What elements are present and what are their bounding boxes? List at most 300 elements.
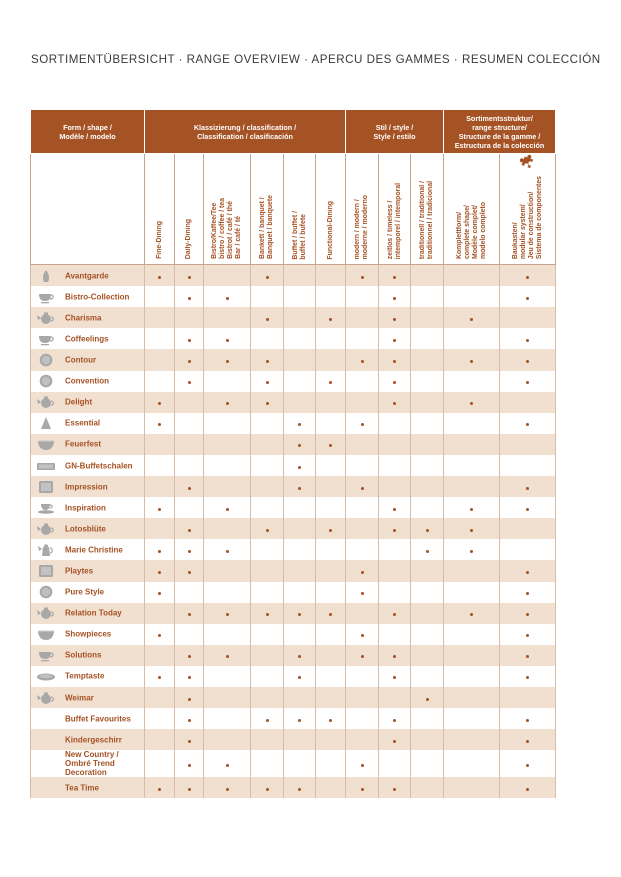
teapot-icon (36, 691, 56, 705)
column-header-label (456, 198, 488, 259)
mark-cell (145, 307, 175, 328)
mark-cell (204, 286, 251, 307)
mark-cell (175, 603, 204, 624)
bullet-mark (266, 719, 269, 722)
mark-cell (204, 518, 251, 539)
bullet-mark (298, 444, 301, 447)
mark-cell (346, 560, 379, 581)
bullet-mark (526, 423, 529, 426)
product-name: Contour (65, 355, 97, 365)
mark-cell (444, 687, 500, 708)
mark-cell (145, 265, 175, 287)
product-name: Avantgarde (65, 271, 109, 281)
mark-cell (251, 455, 284, 476)
mark-cell (411, 666, 444, 687)
mark-cell (251, 497, 284, 518)
bullet-mark (393, 788, 396, 791)
column-header-line: buffet / bufete (299, 213, 307, 260)
mark-cell (411, 518, 444, 539)
mark-cell (411, 392, 444, 413)
bullet-mark (393, 276, 396, 279)
mark-cell (145, 624, 175, 645)
product-name-cell (31, 413, 145, 434)
mark-cell (411, 286, 444, 307)
mark-cell (444, 455, 500, 476)
product-name-cell (31, 434, 145, 455)
column-header-line: Bankett / banquet / (259, 197, 266, 260)
group-header-line: Klassizierung / classification / (193, 122, 297, 132)
column-header (175, 154, 204, 265)
bullet-mark (188, 276, 191, 279)
icon-placeholder (36, 757, 56, 771)
mark-cell (316, 434, 346, 455)
mark-cell (444, 413, 500, 434)
group-structure-header (444, 110, 556, 154)
product-name-cell (31, 392, 145, 413)
mark-cell (411, 434, 444, 455)
mark-cell (145, 582, 175, 603)
mark-cell (204, 497, 251, 518)
table-row (31, 750, 556, 777)
bullet-mark (298, 719, 301, 722)
bullet-mark (266, 318, 269, 321)
mark-cell (444, 265, 500, 287)
column-header-line: Bar / café / té (235, 216, 242, 260)
mark-cell (251, 518, 284, 539)
table-row (31, 687, 556, 708)
bullet-mark (361, 571, 364, 574)
mark-cell (500, 497, 556, 518)
bullet-mark (188, 698, 191, 701)
bullet-mark (226, 360, 229, 363)
bullet-mark (298, 487, 301, 490)
mark-cell (500, 307, 556, 328)
bullet-mark (188, 655, 191, 658)
mark-cell (411, 582, 444, 603)
mark-cell (500, 476, 556, 497)
bullet-mark (393, 529, 396, 532)
mark-cell (251, 750, 284, 777)
group-header-line: Stil / style / (375, 122, 414, 132)
mark-cell (204, 666, 251, 687)
mark-cell (175, 392, 204, 413)
mark-cell (284, 560, 316, 581)
bullet-mark (298, 466, 301, 469)
mark-cell (379, 666, 411, 687)
mark-cell (204, 413, 251, 434)
bullet-mark (526, 740, 529, 743)
mark-cell (284, 497, 316, 518)
product-name-cell (31, 666, 145, 687)
group-header-line: Estructura de la colección (454, 140, 545, 150)
mark-cell (411, 624, 444, 645)
product-name-cell (31, 371, 145, 392)
mark-cell (316, 666, 346, 687)
product-name-cell (31, 476, 145, 497)
mark-cell (284, 777, 316, 798)
square-plate-icon (36, 564, 56, 578)
group-classification-header (145, 110, 346, 154)
mark-cell (379, 518, 411, 539)
mark-cell (251, 307, 284, 328)
mark-cell (251, 560, 284, 581)
mark-cell (411, 265, 444, 287)
bullet-mark (188, 764, 191, 767)
bullet-mark (426, 698, 429, 701)
product-name-cell (31, 560, 145, 581)
group-header-line: range structure/ (472, 122, 527, 132)
product-name: Temptaste (65, 671, 105, 681)
bullet-mark (470, 318, 473, 321)
bullet-mark (526, 339, 529, 342)
bowl-icon (36, 627, 56, 641)
column-header-line: complete shape/ (463, 205, 471, 260)
column-header (379, 154, 411, 265)
mark-cell (411, 560, 444, 581)
mark-cell (379, 497, 411, 518)
mark-cell (284, 687, 316, 708)
tray-icon (36, 459, 56, 473)
column-header-label (211, 194, 243, 259)
mark-cell (316, 455, 346, 476)
mark-cell (316, 392, 346, 413)
bullet-mark (158, 788, 161, 791)
group-header-line: Modèle / modelo (59, 131, 116, 141)
product-name: GN-Buffetschalen (65, 461, 133, 470)
cone-icon (36, 416, 56, 430)
bullet-mark (526, 788, 529, 791)
mark-cell (346, 750, 379, 777)
bullet-mark (526, 764, 529, 767)
bullet-mark (266, 402, 269, 405)
product-name-cell (31, 777, 145, 798)
mark-cell (284, 750, 316, 777)
mark-cell (284, 434, 316, 455)
bullet-mark (361, 592, 364, 595)
mark-cell (500, 582, 556, 603)
mark-cell (316, 518, 346, 539)
mark-cell (444, 729, 500, 750)
mark-cell (379, 307, 411, 328)
mark-cell (284, 413, 316, 434)
column-header-line: Bistrot / café / thé (227, 201, 234, 260)
table-row (31, 518, 556, 539)
mark-cell (444, 560, 500, 581)
bullet-mark (329, 318, 332, 321)
mark-cell (346, 497, 379, 518)
mark-cell (346, 729, 379, 750)
mark-cell (145, 687, 175, 708)
mark-cell (251, 539, 284, 560)
bullet-mark (470, 613, 473, 616)
bullet-mark (393, 297, 396, 300)
product-name-cell (31, 708, 145, 729)
mark-cell (251, 286, 284, 307)
bullet-mark (226, 402, 229, 405)
mark-cell (411, 476, 444, 497)
bullet-mark (526, 634, 529, 637)
mark-cell (346, 455, 379, 476)
mark-cell (204, 777, 251, 798)
bullet-mark (226, 764, 229, 767)
mark-cell (145, 413, 175, 434)
bullet-mark (188, 487, 191, 490)
mark-cell (251, 729, 284, 750)
mark-cell (316, 687, 346, 708)
mark-cell (346, 307, 379, 328)
mark-cell (175, 539, 204, 560)
mark-cell (379, 729, 411, 750)
bullet-mark (188, 339, 191, 342)
bullet-mark (470, 508, 473, 511)
mark-cell (500, 560, 556, 581)
bullet-mark (226, 613, 229, 616)
mark-cell (379, 777, 411, 798)
table-row (31, 455, 556, 476)
product-name: Solutions (65, 650, 102, 660)
bullet-mark (329, 719, 332, 722)
bullet-mark (188, 571, 191, 574)
group-header-line: Structure de la gamme / (458, 131, 541, 141)
mark-cell (175, 729, 204, 750)
bullet-mark (188, 550, 191, 553)
mark-cell (411, 307, 444, 328)
mark-cell (175, 286, 204, 307)
teapot-icon (36, 522, 56, 536)
bullet-mark (393, 339, 396, 342)
mark-cell (316, 750, 346, 777)
product-name-cell (31, 497, 145, 518)
mark-cell (284, 624, 316, 645)
mark-cell (316, 265, 346, 287)
table-row (31, 307, 556, 328)
product-name: Lotosblüte (65, 524, 106, 534)
bullet-mark (188, 297, 191, 300)
mark-cell (175, 349, 204, 370)
mark-cell (411, 455, 444, 476)
mark-cell (444, 497, 500, 518)
square-plate-icon (36, 480, 56, 494)
mark-cell (316, 624, 346, 645)
mark-cell (500, 687, 556, 708)
mark-cell (500, 624, 556, 645)
mark-cell (204, 265, 251, 287)
mark-cell (204, 307, 251, 328)
mark-cell (175, 497, 204, 518)
mark-cell (145, 645, 175, 666)
mark-cell (444, 349, 500, 370)
group-header-line: Form / shape / (63, 122, 112, 132)
mark-cell (251, 265, 284, 287)
mark-cell (284, 371, 316, 392)
table-row (31, 560, 556, 581)
mark-cell (251, 349, 284, 370)
mark-cell (284, 518, 316, 539)
mark-cell (204, 603, 251, 624)
mark-cell (316, 729, 346, 750)
bullet-mark (393, 402, 396, 405)
mark-cell (284, 603, 316, 624)
mark-cell (379, 539, 411, 560)
mark-cell (175, 328, 204, 349)
mark-cell (379, 455, 411, 476)
teapot-icon (36, 395, 56, 409)
mark-cell (251, 777, 284, 798)
mark-cell (204, 582, 251, 603)
bullet-mark (526, 592, 529, 595)
bullet-mark (393, 318, 396, 321)
mark-cell (204, 624, 251, 645)
mark-cell (379, 413, 411, 434)
product-name-cell (31, 750, 145, 777)
column-header-line: Komplettform/ (455, 212, 463, 260)
mark-cell (145, 328, 175, 349)
mark-cell (284, 476, 316, 497)
product-name: New Country / Ombré Trend Decoration (65, 750, 119, 778)
icon-placeholder (36, 781, 56, 795)
product-name: Pure Style (65, 587, 105, 597)
mark-cell (379, 371, 411, 392)
bullet-mark (393, 719, 396, 722)
table-row (31, 434, 556, 455)
bullet-mark (393, 740, 396, 743)
bullet-mark (526, 655, 529, 658)
mark-cell (175, 371, 204, 392)
product-name-cell (31, 539, 145, 560)
product-name-cell (31, 687, 145, 708)
mark-cell (145, 729, 175, 750)
mark-cell (346, 708, 379, 729)
bullet-mark (393, 676, 396, 679)
mark-cell (444, 582, 500, 603)
bullet-mark (329, 529, 332, 532)
bullet-mark (470, 550, 473, 553)
mark-cell (251, 371, 284, 392)
mark-cell (175, 455, 204, 476)
table-row (31, 603, 556, 624)
mark-cell (145, 476, 175, 497)
mark-cell (175, 560, 204, 581)
mark-cell (251, 413, 284, 434)
bullet-mark (470, 360, 473, 363)
bullet-mark (188, 381, 191, 384)
mark-cell (251, 328, 284, 349)
vase-icon (36, 269, 56, 283)
mark-cell (346, 286, 379, 307)
bullet-mark (361, 360, 364, 363)
product-name: Marie Christine (65, 545, 123, 555)
mark-cell (346, 666, 379, 687)
product-name: Delight (65, 397, 93, 407)
product-name: Buffet Favourites (65, 714, 131, 724)
mark-cell (444, 476, 500, 497)
bullet-mark (188, 613, 191, 616)
bullet-mark (188, 788, 191, 791)
range-overview-table (30, 109, 556, 798)
table-row (31, 265, 556, 287)
product-name: Impression (65, 482, 108, 492)
product-name: Charisma (65, 313, 102, 323)
column-header-label (185, 215, 193, 259)
mark-cell (316, 777, 346, 798)
mark-cell (444, 434, 500, 455)
bullet-mark (361, 634, 364, 637)
mark-cell (204, 455, 251, 476)
mark-cell (346, 518, 379, 539)
mark-cell (379, 750, 411, 777)
column-header-label (292, 207, 308, 260)
column-header-line: bistro / coffee / tea (219, 198, 226, 260)
bullet-mark (266, 381, 269, 384)
bullet-mark (361, 764, 364, 767)
mark-cell (411, 371, 444, 392)
bullet-mark (188, 740, 191, 743)
product-name-cell (31, 328, 145, 349)
bullet-mark (393, 655, 396, 658)
table-row (31, 539, 556, 560)
mark-cell (175, 307, 204, 328)
mark-cell (346, 645, 379, 666)
bullet-mark (393, 508, 396, 511)
column-header-line: moderne / moderno (362, 194, 369, 260)
table-row (31, 286, 556, 307)
cup-icon (36, 332, 56, 346)
mark-cell (284, 539, 316, 560)
group-header-line: Classification / clasificación (197, 131, 293, 141)
bullet-mark (158, 634, 161, 637)
product-name: Tea Time (65, 783, 99, 793)
column-header-line: Bistro/Kaffee/Tee (211, 202, 218, 260)
group-form-header (31, 110, 145, 154)
column-header-line: Fine-Dining (155, 221, 163, 260)
plate-icon (36, 374, 56, 388)
mark-cell (204, 328, 251, 349)
header-corner (31, 154, 145, 265)
bullet-mark (526, 676, 529, 679)
column-header-line: modular system/ (519, 204, 527, 260)
product-name: Weimar (65, 693, 94, 703)
mark-cell (444, 666, 500, 687)
mark-cell (175, 476, 204, 497)
mark-cell (379, 560, 411, 581)
mark-cell (175, 582, 204, 603)
mark-cell (346, 582, 379, 603)
bullet-mark (298, 655, 301, 658)
column-header (411, 154, 444, 265)
mark-cell (175, 750, 204, 777)
product-name: Relation Today (65, 608, 122, 618)
bullet-mark (526, 571, 529, 574)
page-title: SORTIMENTÜBERSICHT · RANGE OVERVIEW · APERCU DES GAMMES · RESUMEN COLECCIÓN (31, 53, 601, 66)
bullet-mark (158, 423, 161, 426)
mark-cell (379, 624, 411, 645)
mark-cell (500, 666, 556, 687)
mark-cell (145, 560, 175, 581)
mark-cell (316, 286, 346, 307)
product-name-cell (31, 624, 145, 645)
mark-cell (500, 328, 556, 349)
mark-cell (204, 392, 251, 413)
mark-cell (500, 729, 556, 750)
mark-cell (500, 434, 556, 455)
mark-cell (145, 434, 175, 455)
mark-cell (204, 729, 251, 750)
mark-cell (411, 750, 444, 777)
mark-cell (346, 434, 379, 455)
column-header-label (156, 217, 164, 259)
mark-cell (500, 286, 556, 307)
product-name: Coffeelings (65, 334, 109, 344)
